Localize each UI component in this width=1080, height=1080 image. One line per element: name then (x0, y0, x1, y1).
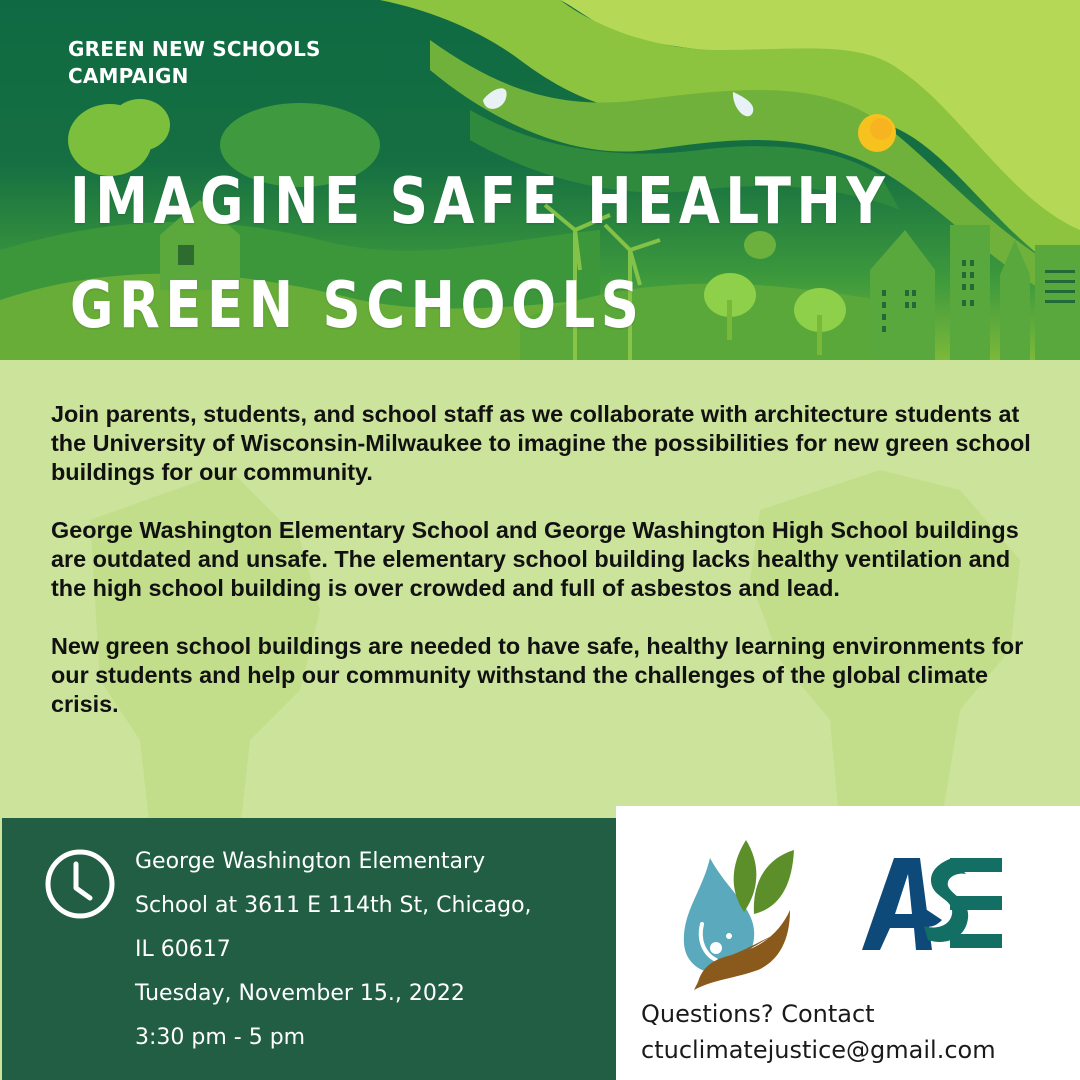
water-hand-leaf-logo-icon (672, 832, 802, 992)
clock-icon (42, 846, 118, 922)
event-location-line-1: George Washington Elementary (135, 849, 486, 874)
campaign-kicker (68, 36, 408, 90)
paragraph-problem: George Washington Elementary School and George Washington High School buildings are outdated and unsafe. The elementary school building lacks healthy ventilation and the high school building is over crowded and full of asbestos and lead. (51, 517, 1019, 601)
event-location-line-2: School at 3611 E 114th St, Chicago, (135, 893, 532, 918)
title-line-2: GREEN SCHOOLS (70, 269, 645, 343)
contact-prompt: Questions? Contact (641, 1000, 875, 1028)
event-time: 3:30 pm - 5 pm (135, 1025, 306, 1050)
contact-panel (616, 806, 1080, 1080)
ase-logo-icon (862, 854, 1008, 954)
event-date: Tuesday, November 15., 2022 (135, 981, 465, 1006)
kicker-line-1: GREEN NEW SCHOOLS (68, 37, 321, 61)
contact-email-link[interactable]: ctuclimatejustice@gmail.com (641, 1036, 996, 1064)
paragraph-need: New green school buildings are needed to have safe, healthy learning environments for our students and help our community withstand the challenges of the global climate crisis. (51, 633, 1024, 717)
event-details (2, 818, 616, 1080)
event-info (135, 840, 605, 1060)
hero-banner (0, 0, 1080, 360)
contact-info (641, 996, 996, 1068)
description (51, 400, 1041, 748)
page-title (70, 150, 890, 358)
title-line-1: IMAGINE SAFE HEALTHY (70, 165, 891, 239)
kicker-line-2: CAMPAIGN (68, 64, 189, 88)
paragraph-intro: Join parents, students, and school staff as we collaborate with architecture students at the University of Wisconsin-Milwaukee to imagine the possibilities for new green school buildings for our community. (51, 401, 1031, 485)
event-location-line-3: IL 60617 (135, 937, 231, 962)
